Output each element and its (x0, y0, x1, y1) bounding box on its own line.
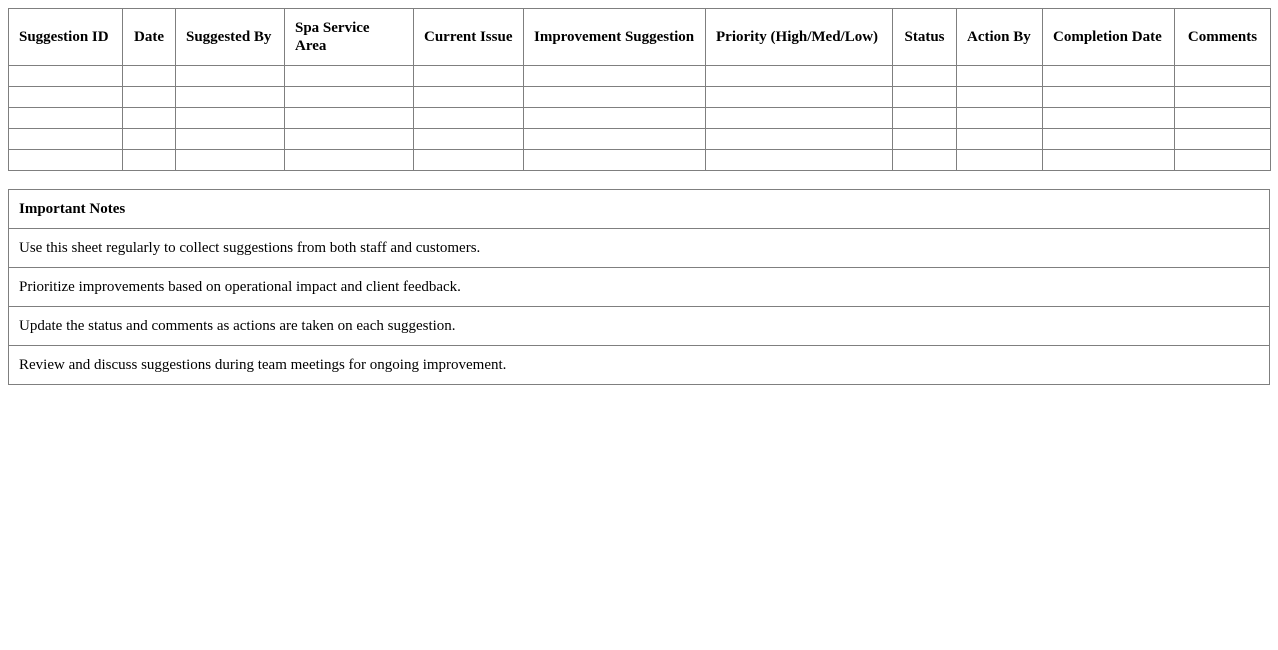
note-row (9, 268, 1270, 307)
table-cell[interactable] (524, 150, 706, 171)
table-row (9, 150, 1271, 171)
table-cell[interactable] (957, 150, 1043, 171)
header-current-issue: Current Issue (414, 9, 524, 66)
notes-title: Important Notes (9, 190, 1270, 229)
notes-title-row (9, 190, 1270, 229)
table-cell[interactable] (285, 87, 414, 108)
header-spa-service-area: Spa Service Area (285, 9, 414, 66)
table-cell[interactable] (1175, 87, 1271, 108)
header-status: Status (893, 9, 957, 66)
table-cell[interactable] (1043, 129, 1175, 150)
table-cell[interactable] (414, 87, 524, 108)
header-comments: Comments (1175, 9, 1271, 66)
table-cell[interactable] (176, 129, 285, 150)
note-item: Prioritize improvements based on operational impact and client feedback. (9, 268, 1270, 307)
header-priority: Priority (High/Med/Low) (706, 9, 893, 66)
table-cell[interactable] (524, 108, 706, 129)
header-action-by: Action By (957, 9, 1043, 66)
table-cell[interactable] (285, 66, 414, 87)
table-cell[interactable] (893, 150, 957, 171)
table-cell[interactable] (414, 108, 524, 129)
table-cell[interactable] (706, 108, 893, 129)
table-cell[interactable] (1043, 87, 1175, 108)
table-cell[interactable] (176, 87, 285, 108)
table-cell[interactable] (176, 150, 285, 171)
header-completion-date: Completion Date (1043, 9, 1175, 66)
table-cell[interactable] (123, 150, 176, 171)
suggestion-tracker-table (8, 8, 1271, 171)
table-row (9, 129, 1271, 150)
table-cell[interactable] (123, 66, 176, 87)
table-cell[interactable] (9, 66, 123, 87)
table-cell[interactable] (706, 87, 893, 108)
table-cell[interactable] (706, 66, 893, 87)
table-cell[interactable] (285, 150, 414, 171)
note-row (9, 229, 1270, 268)
table-cell[interactable] (285, 108, 414, 129)
table-cell[interactable] (1043, 66, 1175, 87)
header-date: Date (123, 9, 176, 66)
header-improvement-suggestion: Improvement Suggestion (524, 9, 706, 66)
table-cell[interactable] (123, 87, 176, 108)
table-cell[interactable] (414, 150, 524, 171)
note-item: Use this sheet regularly to collect suggestions from both staff and customers. (9, 229, 1270, 268)
table-cell[interactable] (524, 129, 706, 150)
table-cell[interactable] (414, 129, 524, 150)
table-cell[interactable] (524, 66, 706, 87)
table-row (9, 108, 1271, 129)
table-cell[interactable] (957, 129, 1043, 150)
table-cell[interactable] (706, 129, 893, 150)
table-cell[interactable] (524, 87, 706, 108)
table-cell[interactable] (123, 129, 176, 150)
table-cell[interactable] (893, 66, 957, 87)
spa-suggestion-sheet (8, 8, 1270, 385)
table-cell[interactable] (957, 66, 1043, 87)
table-cell[interactable] (176, 108, 285, 129)
table-cell[interactable] (9, 108, 123, 129)
table-cell[interactable] (893, 87, 957, 108)
note-row (9, 346, 1270, 385)
note-row (9, 307, 1270, 346)
table-cell[interactable] (893, 129, 957, 150)
table-cell[interactable] (1043, 150, 1175, 171)
table-row (9, 87, 1271, 108)
table-cell[interactable] (957, 87, 1043, 108)
table-cell[interactable] (9, 129, 123, 150)
table-cell[interactable] (957, 108, 1043, 129)
note-item: Review and discuss suggestions during team meetings for ongoing improvement. (9, 346, 1270, 385)
table-cell[interactable] (9, 150, 123, 171)
header-suggestion-id: Suggestion ID (9, 9, 123, 66)
table-cell[interactable] (285, 129, 414, 150)
table-row (9, 66, 1271, 87)
note-item: Update the status and comments as actions are taken on each suggestion. (9, 307, 1270, 346)
table-cell[interactable] (706, 150, 893, 171)
header-suggested-by: Suggested By (176, 9, 285, 66)
table-cell[interactable] (9, 87, 123, 108)
table-cell[interactable] (1175, 129, 1271, 150)
important-notes-table (8, 189, 1270, 385)
table-cell[interactable] (1175, 108, 1271, 129)
table-cell[interactable] (1175, 150, 1271, 171)
table-cell[interactable] (176, 66, 285, 87)
tracker-body (9, 66, 1271, 171)
table-cell[interactable] (893, 108, 957, 129)
table-cell[interactable] (123, 108, 176, 129)
table-cell[interactable] (1043, 108, 1175, 129)
header-row (9, 9, 1271, 66)
table-cell[interactable] (1175, 66, 1271, 87)
table-cell[interactable] (414, 66, 524, 87)
